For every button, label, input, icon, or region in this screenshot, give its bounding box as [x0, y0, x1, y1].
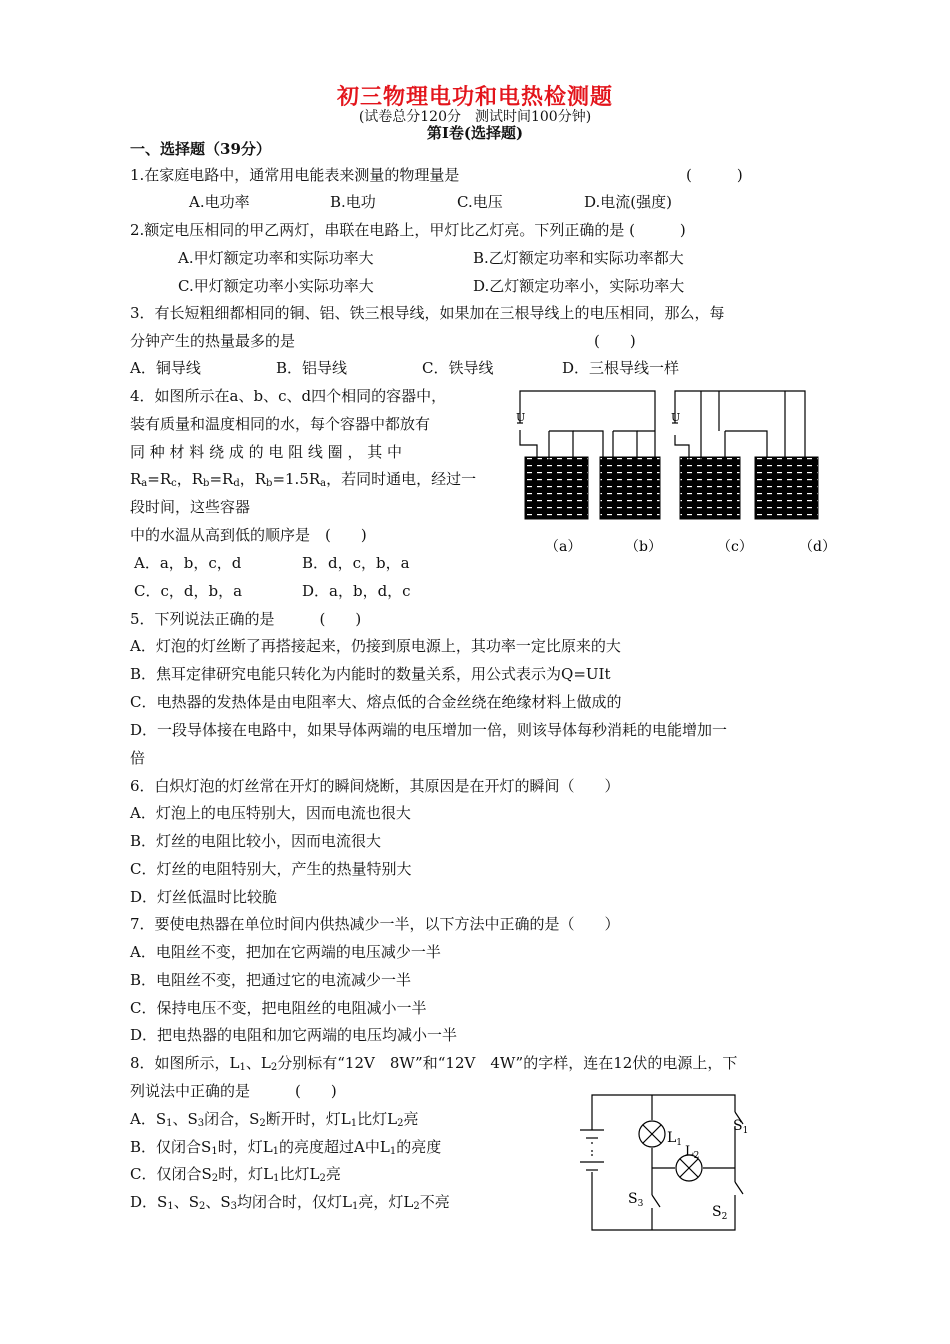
q1-stem: 1.在家庭电路中，通常用电能表来测量的物理量是: [130, 166, 460, 184]
q2-option-a: A.甲灯额定功率和实际功率大: [178, 249, 374, 267]
label-s2: $S_2$: [712, 1204, 728, 1222]
container-label-c: （c）: [717, 539, 753, 555]
q4-stem-line1: 4．如图所示在a、b、c、d四个相同的容器中，: [130, 387, 447, 405]
q8-option-c: C．仅闭合$S_2$时，灯$L_1$比灯$L_2$亮: [130, 1165, 341, 1184]
q5-stem: 5．下列说法正确的是 ( ): [130, 610, 362, 628]
q3-option-c: C．铁导线: [422, 359, 494, 377]
q5-option-d-line2: 倍: [130, 749, 146, 767]
q7-option-d: D．把电热器的电阻和加它两端的电压均减小一半: [130, 1026, 458, 1044]
section-heading: 一、选择题（39分）: [130, 140, 271, 158]
q3-option-b: B．铝导线: [276, 359, 348, 377]
label-s1: $S_1$: [733, 1118, 749, 1136]
q2-option-b: B.乙灯额定功率和实际功率都大: [473, 249, 684, 267]
container-label-b: （b）: [625, 539, 662, 555]
q5-option-a: A．灯泡的灯丝断了再搭接起来，仍接到原电源上，其功率一定比原来的大: [130, 637, 621, 655]
lamp-l1: [639, 1121, 665, 1147]
q8-option-d: D．$S_1$、$S_2$、$S_3$均闭合时，仅灯$L_1$亮，灯$L_2$不亮: [130, 1193, 450, 1212]
q2-stem: 2.额定电压相同的甲乙两灯，串联在电路上，甲灯比乙灯亮。下列正确的是 ( ): [130, 221, 686, 239]
q8-option-b: B．仅闭合$S_1$时，灯$L_1$的亮度超过A中$L_1$的亮度: [130, 1138, 442, 1157]
q1-option-b: B.电功: [330, 193, 376, 211]
label-l2: $L_2$: [685, 1144, 700, 1161]
q7-option-a: A．电阻丝不变，把加在它两端的电压减少一半: [130, 943, 441, 961]
q4-option-a: A．a，b，c，d: [134, 554, 242, 572]
q4-stem-line4: $R_a=R_c$，$R_b=R_d$，$R_b=1.5R_a$，若同时通电，经过一: [130, 470, 477, 489]
q4-option-b: B．d，c，b，a: [302, 554, 410, 572]
q8-stem-line2: 列说法中正确的是 ( ): [130, 1082, 337, 1100]
q7-stem: 7．要使电热器在单位时间内供热减少一半，以下方法中正确的是（ ）: [130, 915, 620, 933]
exam-subtitle: (试卷总分120分 测试时间100分钟): [358, 109, 592, 125]
q4-voltage-label-right: U: [671, 411, 681, 424]
q3-option-d: D．三根导线一样: [562, 359, 680, 377]
q7-option-c: C．保持电压不变，把电阻丝的电阻减小一半: [130, 999, 427, 1017]
q3-answer-paren: ( ): [594, 332, 636, 350]
q4-stem-line2: 装有质量和温度相同的水，每个容器中都放有: [130, 415, 431, 433]
q1-answer-paren: ( ): [686, 166, 743, 184]
q8-circuit-figure: [570, 1090, 770, 1240]
q6-option-b: B．灯丝的电阻比较小，因而电流很大: [130, 832, 382, 850]
q4-option-c: C．c，d，b，a: [134, 582, 243, 600]
container-label-a: （a）: [545, 539, 582, 555]
q8-stem-line1: 8．如图所示，$L_1$、$L_2$分别标有“12V 8W”和“12V 4W”的字样，连在12伏的电源上，下: [130, 1054, 738, 1073]
q2-option-c: C.甲灯额定功率小实际功率大: [178, 277, 374, 295]
q5-option-d-line1: D．一段导体接在电路中，如果导体两端的电压增加一倍，则该导体每秒消耗的电能增加一: [130, 721, 728, 739]
q8-option-a: A．$S_1$、$S_3$闭合，$S_2$断开时，灯$L_1$比灯$L_2$亮: [130, 1110, 419, 1129]
q5-option-c: C．电热器的发热体是由电阻率大、熔点低的合金丝绕在绝缘材料上做成的: [130, 693, 622, 711]
page-title: 初三物理电功和电热检测题: [336, 84, 613, 110]
q4-stem-line5: 段时间，这些容器: [130, 498, 251, 516]
q2-option-d: D.乙灯额定功率小，实际功率大: [473, 277, 685, 295]
q3-option-a: A．铜导线: [130, 359, 201, 377]
q3-stem-line2: 分钟产生的热量最多的是: [130, 332, 296, 350]
q6-stem: 6．白炽灯泡的灯丝常在开灯的瞬间烧断，其原因是在开灯的瞬间（ ）: [130, 777, 620, 795]
q6-option-a: A．灯泡上的电压特别大，因而电流也很大: [130, 804, 411, 822]
container-c: [675, 391, 767, 519]
q3-stem-line1: 3．有长短粗细都相同的铜、铝、铁三根导线，如果加在三根导线上的电压相同，那么，每: [130, 304, 725, 322]
q1-option-a: A.电功率: [189, 193, 250, 211]
q4-container-figure: [505, 385, 850, 560]
q4-stem-line3: 同 种 材 料 绕 成 的 电 阻 线 圈 ， 其 中: [130, 443, 402, 461]
q7-option-b: B．电阻丝不变，把通过它的电流减少一半: [130, 971, 412, 989]
q6-option-c: C．灯丝的电阻特别大，产生的热量特别大: [130, 860, 412, 878]
q1-option-c: C.电压: [457, 193, 503, 211]
label-s3: $S_3$: [628, 1191, 644, 1209]
container-label-d: （d）: [799, 539, 836, 555]
container-a: [520, 431, 588, 519]
q4-option-d: D．a，b，d，c: [302, 582, 411, 600]
q5-option-b: B．焦耳定律研究电能只转化为内能时的数量关系，用公式表示为Q=UIt: [130, 665, 611, 683]
q6-option-d: D．灯丝低温时比较脆: [130, 888, 278, 906]
q1-option-d: D.电流(强度): [584, 193, 672, 211]
q4-voltage-label-left: U: [516, 411, 526, 424]
part-heading: 第Ⅰ卷(选择题): [426, 124, 524, 142]
label-l1: $L_1$: [667, 1130, 683, 1148]
q4-stem-line6: 中的水温从高到低的顺序是 ( ): [130, 526, 367, 544]
